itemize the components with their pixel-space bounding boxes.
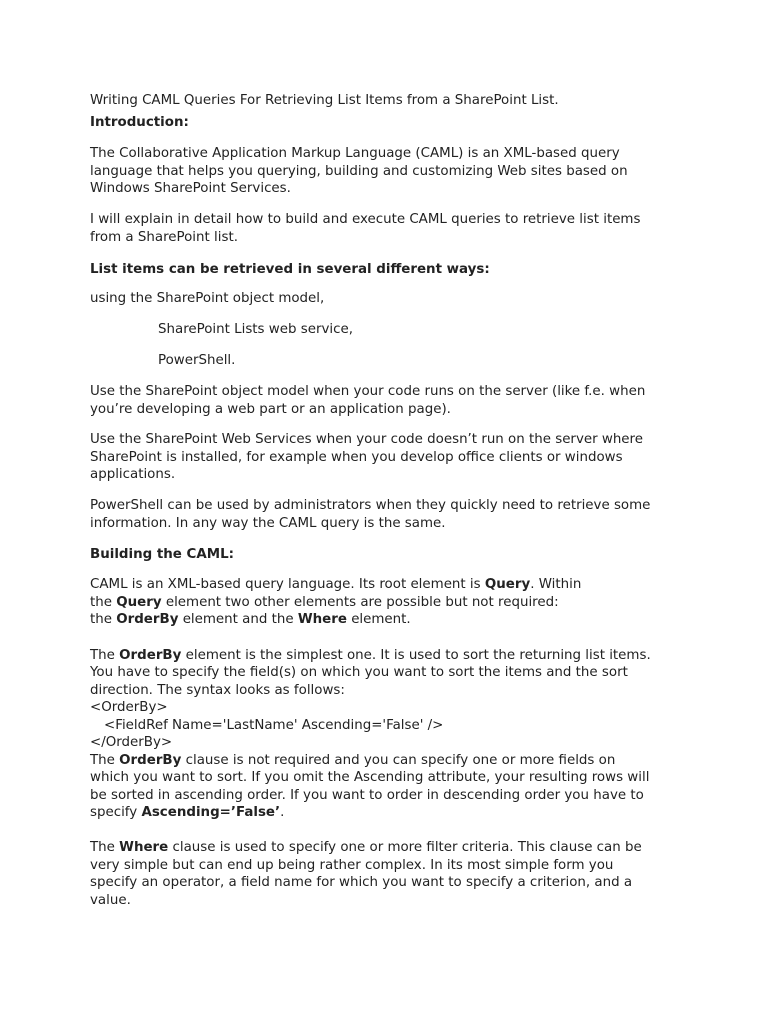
code-line: <FieldRef Name='LastName' Ascending='False' /> — [104, 718, 444, 733]
intro-line: The Collaborative Application Markup Language (CAML) is an XML-based query — [90, 146, 620, 161]
intro-line: I will explain in detail how to build and execute CAML queries to retrieve list items — [90, 212, 641, 227]
orderby-line: specify Ascending=’False’. — [90, 805, 285, 820]
ways-item: PowerShell. — [158, 353, 236, 368]
caml-line: CAML is an XML-based query language. Its root element is Query. Within — [90, 577, 582, 592]
powershell-line: information. In any way the CAML query is the same. — [90, 516, 446, 531]
intro-line: language that helps you querying, building and customizing Web sites based on — [90, 164, 628, 179]
orderby-line: The OrderBy clause is not required and you can specify one or more fields on — [90, 753, 616, 768]
caml-line: the Query element two other elements are possible but not required: — [90, 595, 559, 610]
where-line: value. — [90, 893, 131, 908]
ways-heading: List items can be retrieved in several different ways: — [90, 262, 490, 277]
web-services-line: applications. — [90, 467, 176, 482]
code-line: </OrderBy> — [90, 735, 173, 750]
object-model-line: you’re developing a web part or an application page). — [90, 402, 451, 417]
where-line: specify an operator, a field name for which you want to specify a criterion, and a — [90, 875, 633, 890]
intro-heading: Introduction: — [90, 115, 189, 130]
web-services-line: Use the SharePoint Web Services when your code doesn’t run on the server where — [90, 432, 643, 447]
web-services-line: SharePoint is installed, for example when you develop office clients or windows — [90, 450, 623, 465]
code-line: <OrderBy> — [90, 700, 168, 715]
caml-line: the OrderBy element and the Where element. — [90, 612, 411, 627]
orderby-line: which you want to sort. If you omit the Ascending attribute, your resulting rows will — [90, 770, 650, 785]
powershell-line: PowerShell can be used by administrators when they quickly need to retrieve some — [90, 498, 651, 513]
orderby-line: be sorted in ascending order. If you want to order in descending order you have to — [90, 788, 644, 803]
orderby-line: You have to specify the field(s) on which you want to sort the items and the sort — [90, 665, 628, 680]
intro-line: Windows SharePoint Services. — [90, 181, 291, 196]
ways-item: using the SharePoint object model, — [90, 291, 325, 306]
orderby-line: direction. The syntax looks as follows: — [90, 683, 345, 698]
where-line: very simple but can end up being rather complex. In its most simple form you — [90, 858, 614, 873]
where-line: The Where clause is used to specify one or more filter criteria. This clause can be — [90, 840, 642, 855]
orderby-line: The OrderBy element is the simplest one. It is used to sort the returning list items. — [90, 648, 651, 663]
object-model-line: Use the SharePoint object model when your code runs on the server (like f.e. when — [90, 384, 646, 399]
building-heading: Building the CAML: — [90, 547, 234, 562]
doc-title: Writing CAML Queries For Retrieving List Items from a SharePoint List. — [90, 93, 559, 108]
ways-item: SharePoint Lists web service, — [158, 322, 353, 337]
intro-line: from a SharePoint list. — [90, 230, 238, 245]
